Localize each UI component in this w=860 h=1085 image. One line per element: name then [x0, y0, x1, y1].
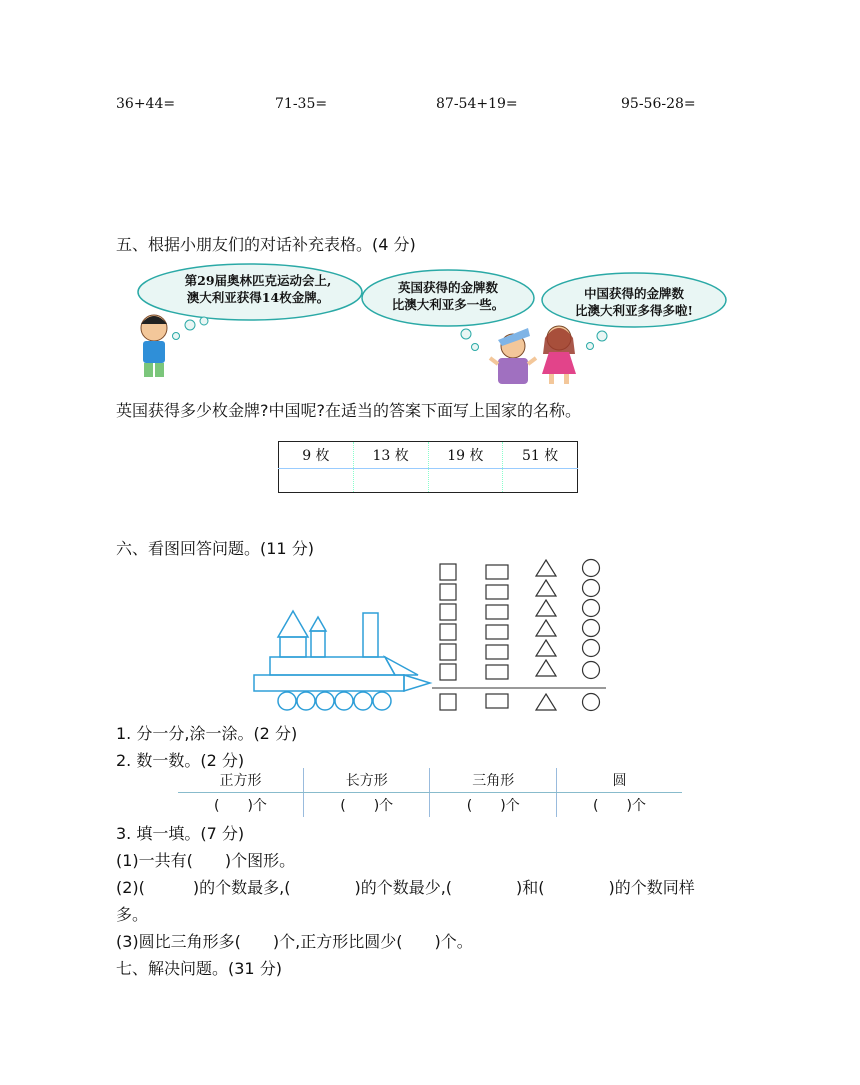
- count-header-square: 正方形: [178, 768, 303, 793]
- boy-figure-2: [490, 328, 536, 384]
- q3-text: 3. 填一填。(7 分): [116, 824, 245, 843]
- count-answer-blank[interactable]: ( )个: [303, 793, 430, 818]
- medal-answer-cell[interactable]: [503, 469, 578, 493]
- bubble-3-text: 中国获得的金牌数 比澳大利亚多得多啦!: [575, 286, 693, 318]
- count-answer-blank[interactable]: ( )个: [430, 793, 557, 818]
- medal-table: [278, 441, 578, 493]
- arith-3: 87-54+19=: [436, 96, 518, 112]
- q2-text: 2. 数一数。(2 分): [116, 751, 245, 770]
- bubble-2-text: 英国获得的金牌数 比澳大利亚多一些。: [391, 280, 505, 312]
- train-figure: [254, 611, 430, 710]
- medal-header-2: 13 枚: [353, 442, 428, 469]
- section6-heading: 六、看图回答问题。(11 分): [116, 539, 314, 558]
- count-header-rectangle: 长方形: [303, 768, 430, 793]
- medal-header-1: 9 枚: [279, 442, 354, 469]
- count-answer-blank[interactable]: ( )个: [557, 793, 682, 818]
- section5-heading: 五、根据小朋友们的对话补充表格。(4 分): [116, 235, 416, 254]
- q3-2-text: (2)( )的个数最多,( )的个数最少,( )和( )的个数同样: [116, 878, 695, 897]
- medal-answer-cell[interactable]: [353, 469, 428, 493]
- q3-2-continued: 多。: [116, 905, 149, 924]
- arith-2: 71-35=: [275, 96, 328, 112]
- q1-text: 1. 分一分,涂一涂。(2 分): [116, 724, 298, 743]
- girl-figure: [542, 326, 576, 384]
- count-table: [178, 768, 682, 817]
- train-body: [270, 657, 395, 675]
- train-roof-triangle-2: [310, 617, 326, 631]
- train-base: [254, 675, 404, 691]
- boy-figure-1: [141, 315, 167, 377]
- section5-question: 英国获得多少枚金牌?中国呢?在适当的答案下面写上国家的名称。: [116, 401, 581, 420]
- shapes-figure: [250, 555, 615, 717]
- count-header-triangle: 三角形: [430, 768, 557, 793]
- count-header-circle: 圆: [557, 768, 682, 793]
- q3-1-text: (1)一共有( )个图形。: [116, 851, 296, 870]
- arith-4: 95-56-28=: [621, 96, 696, 112]
- medal-answer-cell[interactable]: [428, 469, 503, 493]
- medal-answer-cell[interactable]: [279, 469, 354, 493]
- count-answer-blank[interactable]: ( )个: [213, 798, 267, 814]
- bubble-1-text: 第29届奥林匹克运动会上, 澳大利亚获得14枚金牌。: [184, 273, 332, 305]
- section7-heading: 七、解决问题。(31 分): [116, 959, 282, 978]
- q3-3-text: (3)圆比三角形多( )个,正方形比圆少( )个。: [116, 932, 473, 951]
- train-chimney: [363, 613, 378, 657]
- arith-1: 36+44=: [116, 96, 176, 112]
- train-roof-triangle-1: [278, 611, 308, 637]
- medal-header-3: 19 枚: [428, 442, 503, 469]
- medal-header-4: 51 枚: [503, 442, 578, 469]
